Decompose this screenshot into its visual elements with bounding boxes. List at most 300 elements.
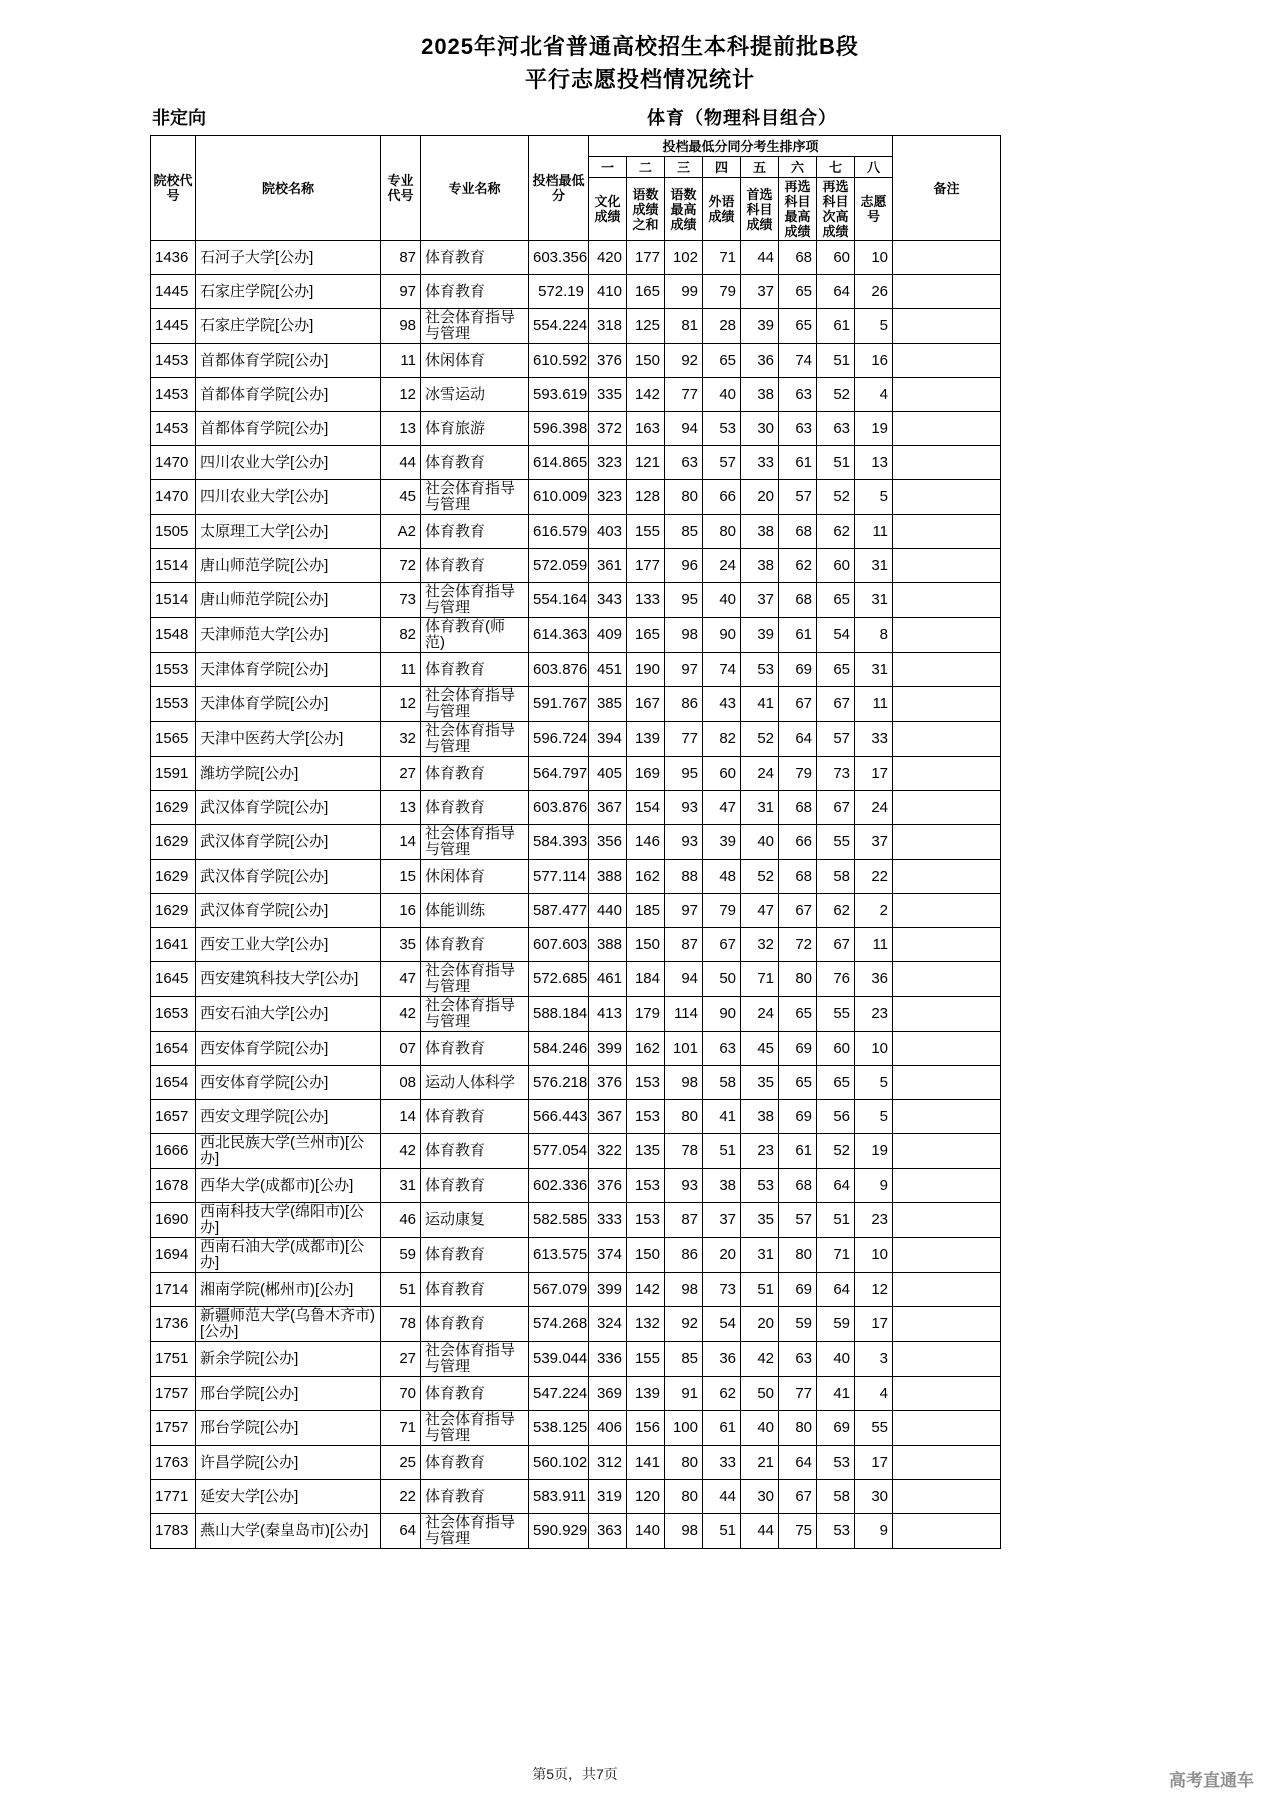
table-row <box>151 1446 1001 1480</box>
table-row <box>151 1273 1001 1307</box>
cell-sort-5: 39 <box>741 618 779 653</box>
cell-major-code: 07 <box>381 1032 421 1066</box>
cell-sort-7: 53 <box>817 1446 855 1480</box>
cell-sort-2: 128 <box>627 480 665 515</box>
table-body <box>151 241 1001 1549</box>
cell-sort-6: 63 <box>779 1342 817 1377</box>
cell-sort-2: 167 <box>627 687 665 722</box>
cell-sort-4: 20 <box>703 1238 741 1273</box>
cell-remark <box>893 894 1001 928</box>
cell-school-code: 1751 <box>151 1342 196 1377</box>
cell-sort-1: 367 <box>589 1100 627 1134</box>
cell-sort-3: 98 <box>665 1514 703 1549</box>
cell-sort-7: 58 <box>817 860 855 894</box>
cell-major-name: 体育教育 <box>421 1100 529 1134</box>
cell-sort-3: 80 <box>665 1100 703 1134</box>
cell-major-code: 51 <box>381 1273 421 1307</box>
page-title-line2: 平行志愿投档情况统计 <box>524 67 755 92</box>
sort-col-label-1: 文化成绩 <box>589 178 627 241</box>
cell-sort-5: 37 <box>741 583 779 618</box>
cell-sort-3: 85 <box>665 1342 703 1377</box>
cell-major-code: 35 <box>381 928 421 962</box>
cell-sort-6: 69 <box>779 1032 817 1066</box>
cell-sort-2: 154 <box>627 791 665 825</box>
cell-sort-4: 24 <box>703 549 741 583</box>
cell-sort-3: 87 <box>665 1203 703 1238</box>
cell-sort-1: 376 <box>589 1066 627 1100</box>
cell-sort-3: 85 <box>665 515 703 549</box>
cell-sort-4: 51 <box>703 1514 741 1549</box>
cell-major-name: 体育教育 <box>421 653 529 687</box>
cell-sort-8: 5 <box>855 1100 893 1134</box>
cell-major-name: 体育教育 <box>421 1032 529 1066</box>
cell-sort-7: 59 <box>817 1307 855 1342</box>
cell-sort-6: 68 <box>779 515 817 549</box>
cell-sort-7: 52 <box>817 480 855 515</box>
cell-sort-8: 10 <box>855 1238 893 1273</box>
cell-school-code: 1505 <box>151 515 196 549</box>
cell-sort-7: 57 <box>817 722 855 757</box>
cell-sort-3: 77 <box>665 722 703 757</box>
cell-remark <box>893 962 1001 997</box>
cell-sort-6: 61 <box>779 446 817 480</box>
cell-school-code: 1653 <box>151 997 196 1032</box>
cell-sort-1: 333 <box>589 1203 627 1238</box>
cell-sort-1: 322 <box>589 1134 627 1169</box>
cell-sort-6: 79 <box>779 757 817 791</box>
cell-school-name: 邢台学院[公办] <box>196 1377 381 1411</box>
cell-major-code: 25 <box>381 1446 421 1480</box>
cell-school-code: 1514 <box>151 549 196 583</box>
cell-major-name: 体育教育(师范) <box>421 618 529 653</box>
cell-sort-5: 51 <box>741 1273 779 1307</box>
cell-sort-1: 385 <box>589 687 627 722</box>
cell-sort-5: 44 <box>741 241 779 275</box>
cell-sort-6: 77 <box>779 1377 817 1411</box>
cell-sort-8: 10 <box>855 1032 893 1066</box>
cell-sort-4: 48 <box>703 860 741 894</box>
cell-sort-4: 57 <box>703 446 741 480</box>
cell-sort-5: 52 <box>741 860 779 894</box>
cell-sort-1: 323 <box>589 480 627 515</box>
cell-sort-4: 60 <box>703 757 741 791</box>
cell-sort-2: 153 <box>627 1100 665 1134</box>
cell-remark <box>893 1169 1001 1203</box>
cell-sort-8: 2 <box>855 894 893 928</box>
cell-major-code: 42 <box>381 1134 421 1169</box>
cell-min-score: 560.102 <box>529 1446 589 1480</box>
cell-major-name: 体育教育 <box>421 1377 529 1411</box>
cell-school-name: 武汉体育学院[公办] <box>196 791 381 825</box>
cell-school-code: 1436 <box>151 241 196 275</box>
cell-major-name: 体育教育 <box>421 1273 529 1307</box>
cell-sort-8: 22 <box>855 860 893 894</box>
cell-school-code: 1757 <box>151 1411 196 1446</box>
cell-major-name: 社会体育指导与管理 <box>421 722 529 757</box>
cell-sort-6: 66 <box>779 825 817 860</box>
cell-school-code: 1771 <box>151 1480 196 1514</box>
cell-sort-6: 69 <box>779 653 817 687</box>
header-major-code: 专业代号 <box>381 136 421 241</box>
table-header <box>151 136 1001 241</box>
cell-sort-6: 67 <box>779 1480 817 1514</box>
cell-sort-8: 9 <box>855 1514 893 1549</box>
table-row <box>151 825 1001 860</box>
cell-sort-7: 76 <box>817 962 855 997</box>
cell-sort-1: 413 <box>589 997 627 1032</box>
cell-major-code: 47 <box>381 962 421 997</box>
cell-sort-3: 93 <box>665 825 703 860</box>
cell-min-score: 614.363 <box>529 618 589 653</box>
cell-remark <box>893 1032 1001 1066</box>
cell-sort-1: 324 <box>589 1307 627 1342</box>
cell-sort-7: 64 <box>817 1169 855 1203</box>
cell-sort-2: 133 <box>627 583 665 618</box>
cell-sort-7: 65 <box>817 1066 855 1100</box>
table-row <box>151 1169 1001 1203</box>
plan-type-label: 非定向 <box>152 108 206 128</box>
cell-school-code: 1470 <box>151 480 196 515</box>
cell-major-name: 社会体育指导与管理 <box>421 583 529 618</box>
cell-sort-8: 5 <box>855 309 893 344</box>
cell-major-name: 体能训练 <box>421 894 529 928</box>
cell-sort-1: 356 <box>589 825 627 860</box>
cell-sort-1: 367 <box>589 791 627 825</box>
cell-school-name: 四川农业大学[公办] <box>196 480 381 515</box>
cell-sort-8: 36 <box>855 962 893 997</box>
cell-sort-1: 440 <box>589 894 627 928</box>
cell-sort-2: 162 <box>627 1032 665 1066</box>
cell-sort-4: 39 <box>703 825 741 860</box>
header-row-top <box>151 136 1001 157</box>
table-row <box>151 583 1001 618</box>
sort-col-number-8: 八 <box>855 157 893 178</box>
cell-school-name: 首都体育学院[公办] <box>196 344 381 378</box>
cell-school-code: 1657 <box>151 1100 196 1134</box>
cell-sort-2: 146 <box>627 825 665 860</box>
table-row <box>151 378 1001 412</box>
cell-sort-4: 90 <box>703 997 741 1032</box>
table-row <box>151 515 1001 549</box>
cell-major-name: 社会体育指导与管理 <box>421 309 529 344</box>
cell-sort-3: 114 <box>665 997 703 1032</box>
cell-sort-7: 51 <box>817 446 855 480</box>
cell-sort-8: 4 <box>855 1377 893 1411</box>
cell-sort-1: 323 <box>589 446 627 480</box>
cell-sort-3: 80 <box>665 1446 703 1480</box>
cell-sort-3: 92 <box>665 1307 703 1342</box>
cell-major-name: 运动康复 <box>421 1203 529 1238</box>
cell-min-score: 584.246 <box>529 1032 589 1066</box>
cell-sort-2: 150 <box>627 1238 665 1273</box>
cell-remark <box>893 687 1001 722</box>
table-row <box>151 344 1001 378</box>
cell-sort-2: 190 <box>627 653 665 687</box>
cell-sort-7: 73 <box>817 757 855 791</box>
cell-major-name: 体育教育 <box>421 446 529 480</box>
cell-sort-5: 33 <box>741 446 779 480</box>
cell-school-name: 延安大学[公办] <box>196 1480 381 1514</box>
table-row <box>151 275 1001 309</box>
cell-sort-7: 54 <box>817 618 855 653</box>
cell-school-name: 西安体育学院[公办] <box>196 1032 381 1066</box>
cell-sort-7: 67 <box>817 791 855 825</box>
cell-school-code: 1783 <box>151 1514 196 1549</box>
cell-min-score: 610.009 <box>529 480 589 515</box>
cell-sort-4: 63 <box>703 1032 741 1066</box>
cell-remark <box>893 618 1001 653</box>
cell-major-code: A2 <box>381 515 421 549</box>
cell-remark <box>893 722 1001 757</box>
cell-school-name: 唐山师范学院[公办] <box>196 549 381 583</box>
cell-sort-1: 369 <box>589 1377 627 1411</box>
cell-sort-2: 125 <box>627 309 665 344</box>
cell-major-name: 社会体育指导与管理 <box>421 962 529 997</box>
cell-sort-7: 60 <box>817 549 855 583</box>
cell-sort-3: 80 <box>665 1480 703 1514</box>
cell-remark <box>893 1066 1001 1100</box>
cell-sort-1: 361 <box>589 549 627 583</box>
cell-sort-3: 78 <box>665 1134 703 1169</box>
cell-sort-3: 86 <box>665 687 703 722</box>
cell-school-name: 西北民族大学(兰州市)[公办] <box>196 1134 381 1169</box>
cell-sort-8: 8 <box>855 618 893 653</box>
cell-sort-2: 153 <box>627 1203 665 1238</box>
cell-sort-6: 69 <box>779 1273 817 1307</box>
cell-remark <box>893 1238 1001 1273</box>
cell-sort-1: 376 <box>589 344 627 378</box>
cell-major-code: 59 <box>381 1238 421 1273</box>
cell-sort-7: 67 <box>817 687 855 722</box>
cell-sort-2: 155 <box>627 515 665 549</box>
cell-school-code: 1445 <box>151 309 196 344</box>
sort-col-label-6: 再选科目最高成绩 <box>779 178 817 241</box>
cell-sort-7: 56 <box>817 1100 855 1134</box>
cell-sort-4: 33 <box>703 1446 741 1480</box>
cell-major-name: 社会体育指导与管理 <box>421 1411 529 1446</box>
cell-sort-8: 55 <box>855 1411 893 1446</box>
cell-school-code: 1694 <box>151 1238 196 1273</box>
cell-remark <box>893 997 1001 1032</box>
cell-school-code: 1453 <box>151 378 196 412</box>
cell-sort-3: 97 <box>665 653 703 687</box>
cell-sort-3: 92 <box>665 344 703 378</box>
cell-sort-2: 177 <box>627 549 665 583</box>
cell-school-code: 1629 <box>151 894 196 928</box>
cell-major-name: 体育教育 <box>421 1480 529 1514</box>
cell-min-score: 593.619 <box>529 378 589 412</box>
cell-remark <box>893 344 1001 378</box>
cell-sort-4: 44 <box>703 1480 741 1514</box>
cell-sort-3: 94 <box>665 962 703 997</box>
cell-min-score: 602.336 <box>529 1169 589 1203</box>
cell-sort-4: 65 <box>703 344 741 378</box>
cell-min-score: 538.125 <box>529 1411 589 1446</box>
cell-sort-5: 30 <box>741 1480 779 1514</box>
cell-major-code: 16 <box>381 894 421 928</box>
cell-sort-3: 95 <box>665 757 703 791</box>
cell-sort-7: 67 <box>817 928 855 962</box>
cell-school-name: 天津体育学院[公办] <box>196 653 381 687</box>
cell-major-code: 13 <box>381 791 421 825</box>
cell-min-score: 564.797 <box>529 757 589 791</box>
cell-sort-4: 41 <box>703 1100 741 1134</box>
cell-sort-6: 67 <box>779 687 817 722</box>
cell-major-code: 82 <box>381 618 421 653</box>
cell-sort-7: 62 <box>817 515 855 549</box>
cell-sort-7: 63 <box>817 412 855 446</box>
table-row <box>151 1032 1001 1066</box>
cell-sort-8: 31 <box>855 583 893 618</box>
cell-sort-4: 50 <box>703 962 741 997</box>
cell-sort-5: 36 <box>741 344 779 378</box>
cell-sort-1: 410 <box>589 275 627 309</box>
cell-remark <box>893 928 1001 962</box>
cell-sort-7: 69 <box>817 1411 855 1446</box>
page-number: 第5页，共7页 <box>532 1766 618 1782</box>
cell-sort-8: 11 <box>855 687 893 722</box>
cell-sort-4: 47 <box>703 791 741 825</box>
cell-school-code: 1591 <box>151 757 196 791</box>
cell-min-score: 547.224 <box>529 1377 589 1411</box>
cell-sort-3: 93 <box>665 1169 703 1203</box>
cell-min-score: 610.592 <box>529 344 589 378</box>
cell-sort-5: 32 <box>741 928 779 962</box>
cell-major-name: 体育教育 <box>421 1446 529 1480</box>
cell-school-code: 1714 <box>151 1273 196 1307</box>
cell-min-score: 603.356 <box>529 241 589 275</box>
cell-major-name: 社会体育指导与管理 <box>421 1514 529 1549</box>
cell-sort-3: 86 <box>665 1238 703 1273</box>
cell-sort-5: 37 <box>741 275 779 309</box>
cell-sort-5: 40 <box>741 1411 779 1446</box>
cell-sort-8: 10 <box>855 241 893 275</box>
cell-sort-4: 90 <box>703 618 741 653</box>
cell-remark <box>893 412 1001 446</box>
cell-sort-4: 36 <box>703 1342 741 1377</box>
cell-sort-1: 343 <box>589 583 627 618</box>
table-row <box>151 722 1001 757</box>
cell-sort-7: 41 <box>817 1377 855 1411</box>
cell-sort-3: 77 <box>665 378 703 412</box>
cell-sort-1: 394 <box>589 722 627 757</box>
cell-school-name: 首都体育学院[公办] <box>196 412 381 446</box>
cell-sort-8: 5 <box>855 480 893 515</box>
cell-sort-6: 57 <box>779 480 817 515</box>
cell-school-name: 西安体育学院[公办] <box>196 1066 381 1100</box>
cell-major-name: 社会体育指导与管理 <box>421 480 529 515</box>
sort-col-number-5: 五 <box>741 157 779 178</box>
cell-sort-2: 184 <box>627 962 665 997</box>
cell-sort-8: 17 <box>855 1446 893 1480</box>
cell-school-name: 石家庄学院[公办] <box>196 275 381 309</box>
cell-major-name: 运动人体科学 <box>421 1066 529 1100</box>
cell-major-code: 45 <box>381 480 421 515</box>
cell-sort-4: 37 <box>703 1203 741 1238</box>
cell-min-score: 577.114 <box>529 860 589 894</box>
section-labels <box>150 106 1000 130</box>
cell-sort-8: 3 <box>855 1342 893 1377</box>
cell-sort-3: 99 <box>665 275 703 309</box>
cell-major-code: 11 <box>381 344 421 378</box>
cell-sort-8: 37 <box>855 825 893 860</box>
cell-major-name: 社会体育指导与管理 <box>421 1342 529 1377</box>
table-row <box>151 1411 1001 1446</box>
cell-sort-2: 179 <box>627 997 665 1032</box>
cell-sort-2: 155 <box>627 1342 665 1377</box>
cell-sort-7: 52 <box>817 378 855 412</box>
cell-school-code: 1514 <box>151 583 196 618</box>
cell-sort-2: 120 <box>627 1480 665 1514</box>
cell-sort-7: 64 <box>817 275 855 309</box>
cell-min-score: 582.585 <box>529 1203 589 1238</box>
table-row <box>151 687 1001 722</box>
cell-school-code: 1453 <box>151 344 196 378</box>
cell-school-name: 许昌学院[公办] <box>196 1446 381 1480</box>
cell-major-name: 体育教育 <box>421 1134 529 1169</box>
cell-school-code: 1654 <box>151 1032 196 1066</box>
cell-sort-4: 58 <box>703 1066 741 1100</box>
cell-remark <box>893 791 1001 825</box>
cell-school-code: 1565 <box>151 722 196 757</box>
cell-sort-2: 135 <box>627 1134 665 1169</box>
cell-sort-4: 38 <box>703 1169 741 1203</box>
cell-sort-1: 318 <box>589 309 627 344</box>
cell-sort-6: 62 <box>779 549 817 583</box>
cell-sort-2: 140 <box>627 1514 665 1549</box>
cell-major-code: 14 <box>381 1100 421 1134</box>
cell-sort-5: 38 <box>741 1100 779 1134</box>
table-row <box>151 1514 1001 1549</box>
cell-school-name: 四川农业大学[公办] <box>196 446 381 480</box>
cell-sort-1: 376 <box>589 1169 627 1203</box>
cell-sort-6: 75 <box>779 1514 817 1549</box>
cell-sort-8: 31 <box>855 653 893 687</box>
cell-school-name: 唐山师范学院[公办] <box>196 583 381 618</box>
sort-col-label-5: 首选科目成绩 <box>741 178 779 241</box>
cell-remark <box>893 549 1001 583</box>
cell-sort-8: 4 <box>855 378 893 412</box>
table-row <box>151 1066 1001 1100</box>
table-row <box>151 309 1001 344</box>
cell-sort-2: 163 <box>627 412 665 446</box>
cell-sort-7: 61 <box>817 309 855 344</box>
sort-col-number-7: 七 <box>817 157 855 178</box>
table-row <box>151 1134 1001 1169</box>
cell-sort-6: 63 <box>779 378 817 412</box>
cell-school-name: 天津中医药大学[公办] <box>196 722 381 757</box>
table-row <box>151 1100 1001 1134</box>
cell-major-code: 31 <box>381 1169 421 1203</box>
cell-min-score: 577.054 <box>529 1134 589 1169</box>
cell-sort-8: 13 <box>855 446 893 480</box>
cell-school-code: 1445 <box>151 275 196 309</box>
cell-sort-6: 80 <box>779 962 817 997</box>
table-row <box>151 618 1001 653</box>
table-row <box>151 757 1001 791</box>
cell-sort-6: 68 <box>779 583 817 618</box>
cell-sort-4: 74 <box>703 653 741 687</box>
cell-sort-7: 55 <box>817 997 855 1032</box>
cell-school-name: 西南石油大学(成都市)[公办] <box>196 1238 381 1273</box>
cell-sort-3: 98 <box>665 1273 703 1307</box>
cell-major-code: 22 <box>381 1480 421 1514</box>
cell-school-name: 新疆师范大学(乌鲁木齐市)[公办] <box>196 1307 381 1342</box>
cell-min-score: 574.268 <box>529 1307 589 1342</box>
cell-sort-5: 38 <box>741 549 779 583</box>
table-row <box>151 412 1001 446</box>
cell-major-name: 体育教育 <box>421 1307 529 1342</box>
